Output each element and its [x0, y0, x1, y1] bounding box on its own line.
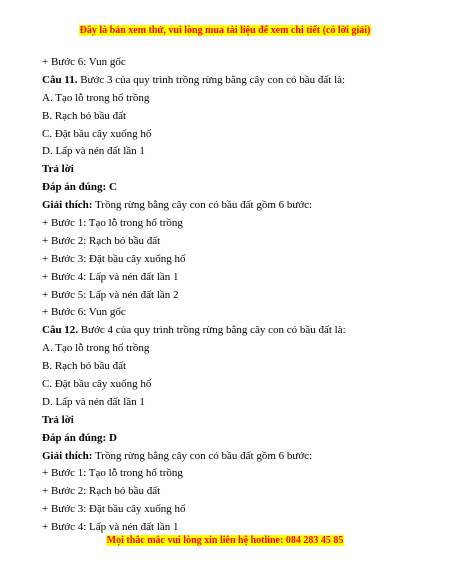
line-text: + Bước 1: Tạo lỗ trong hố trồng — [42, 467, 183, 480]
line-text: C. Đặt bầu cây xuống hố — [42, 378, 152, 391]
line-text: B. Rạch bỏ bầu đất — [42, 360, 127, 373]
preview-notice-banner — [0, 25, 450, 36]
text-line — [42, 501, 422, 519]
line-text: Trồng rừng bằng cây con có bầu đất gồm 6 bước: — [92, 199, 313, 212]
text-line — [42, 215, 422, 233]
line-text: + Bước 6: Vun gốc — [42, 56, 126, 68]
text-line — [42, 269, 422, 287]
line-text: Trồng rừng bằng cây con có bầu đất gồm 6 bước: — [92, 449, 313, 462]
line-text: + Bước 3: Đặt bầu cây xuống hố — [42, 252, 186, 265]
text-line — [42, 143, 422, 161]
bold-label: Câu 11. — [42, 73, 78, 86]
text-line — [42, 340, 422, 358]
bold-label: Giải thích: — [42, 199, 93, 212]
text-line — [42, 394, 422, 412]
text-line — [42, 251, 422, 269]
text-line — [42, 304, 422, 322]
line-text: C. Đặt bầu cây xuống hố — [42, 127, 152, 140]
document-body — [42, 54, 422, 537]
text-line — [42, 376, 422, 394]
bold-label: Đáp án đúng: D — [42, 431, 117, 444]
line-text: A. Tạo lỗ trong hố trồng — [42, 342, 150, 355]
hotline-text: Mọi thắc mắc vui lòng xin liên hệ hotline: 084 283 45 85 — [106, 535, 344, 546]
text-line — [42, 287, 422, 305]
bold-label: Trả lời — [42, 413, 74, 426]
text-line — [42, 448, 422, 466]
preview-notice-text: Đây là bản xem thử, vui lòng mua tài liệu để xem chi tiết (có lời giải) — [79, 25, 371, 36]
text-line — [42, 90, 422, 108]
text-line — [42, 322, 422, 340]
bold-label: Trả lời — [42, 163, 74, 176]
bold-label: Đáp án đúng: C — [42, 181, 117, 194]
text-line — [42, 358, 422, 376]
text-line — [42, 54, 422, 72]
hotline-banner — [0, 535, 450, 546]
text-line — [42, 108, 422, 126]
line-text: A. Tạo lỗ trong hố trồng — [42, 91, 150, 104]
line-text: D. Lấp và nén đất lần 1 — [42, 145, 145, 158]
line-text: + Bước 4: Lấp và nén đất lần 1 — [42, 521, 179, 534]
text-line — [42, 412, 422, 430]
text-line — [42, 197, 422, 215]
line-text: + Bước 2: Rạch bỏ bầu đất — [42, 485, 161, 498]
text-line — [42, 126, 422, 144]
text-line — [42, 483, 422, 501]
bold-label: Câu 12. — [42, 324, 79, 337]
line-text: + Bước 4: Lấp và nén đất lần 1 — [42, 270, 179, 283]
line-text: + Bước 6: Vun gốc — [42, 306, 126, 319]
line-text: + Bước 3: Đặt bầu cây xuống hố — [42, 503, 186, 516]
text-line — [42, 465, 422, 483]
line-text: Bước 4 của quy trình trồng rừng bằng cây con có bầu đất là: — [78, 324, 346, 337]
line-text: Bước 3 của quy trình trồng rừng bằng cây con có bầu đất là: — [77, 73, 346, 86]
text-line — [42, 72, 422, 90]
bold-label: Giải thích: — [42, 449, 93, 462]
text-line — [42, 161, 422, 179]
text-line — [42, 233, 422, 251]
line-text: D. Lấp và nén đất lần 1 — [42, 395, 145, 408]
line-text: + Bước 1: Tạo lỗ trong hố trồng — [42, 217, 183, 230]
text-line — [42, 179, 422, 197]
line-text: B. Rạch bỏ bầu đất — [42, 109, 127, 122]
line-text: + Bước 5: Lấp và nén đất lần 2 — [42, 288, 179, 301]
text-line — [42, 430, 422, 448]
line-text: + Bước 2: Rạch bỏ bầu đất — [42, 234, 161, 247]
